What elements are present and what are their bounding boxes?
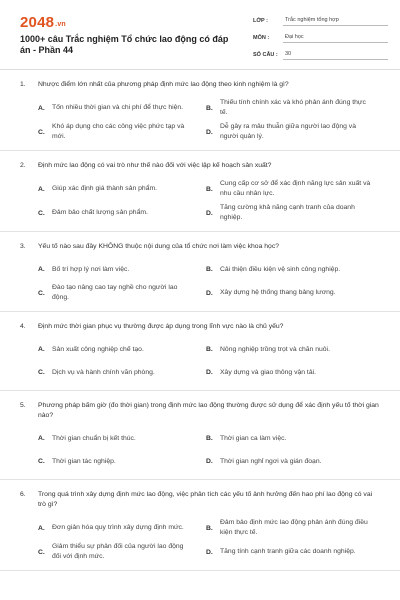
- question-3: [0, 232, 400, 312]
- option-c[interactable]: [20, 361, 200, 384]
- option-a[interactable]: [20, 177, 200, 201]
- option-grid: [20, 516, 380, 570]
- option-letter: B.: [206, 104, 213, 112]
- question-text: Phương pháp bấm giờ (đo thời gian) trong định mức lao động thường được sử dụng để xác định yếu tố thời gian nào?: [38, 402, 379, 419]
- option-letter: A.: [38, 435, 45, 442]
- meta-value: 30: [283, 49, 388, 60]
- question-1: [0, 70, 400, 151]
- option-letter: D.: [206, 548, 213, 556]
- option-letter: D.: [206, 289, 213, 297]
- option-text: Giúp xác định giá thành sản phẩm.: [52, 185, 158, 192]
- meta-value: Đại học: [283, 32, 388, 43]
- question-number: 4.: [20, 323, 26, 330]
- option-b[interactable]: [200, 177, 380, 201]
- option-grid: [20, 96, 380, 150]
- option-text: Thiếu tính chính xác và khó phản ánh đúng thực tế.: [220, 99, 366, 116]
- option-letter: C.: [38, 289, 45, 297]
- option-letter: A.: [38, 185, 45, 193]
- option-text: Tăng tính cạnh tranh giữa các doanh nghiệp.: [220, 548, 356, 555]
- option-grid: [20, 258, 380, 311]
- option-text: Bố trí hợp lý nơi làm việc.: [52, 265, 130, 273]
- option-letter: B.: [206, 185, 213, 193]
- option-letter: A.: [38, 346, 45, 353]
- option-d[interactable]: [200, 361, 380, 384]
- option-d[interactable]: [200, 540, 380, 564]
- option-a[interactable]: [20, 338, 200, 361]
- option-letter: C.: [38, 209, 45, 217]
- question-text: Nhược điểm lớn nhất của phương pháp định mức lao động theo kinh nghiệm là gì?: [38, 81, 289, 88]
- logo-suffix: .vn: [55, 21, 66, 28]
- question-4: [0, 312, 400, 391]
- option-c[interactable]: [20, 120, 200, 144]
- meta-row-count: [253, 46, 388, 60]
- question-text: Định mức thời gian phục vụ thường được áp dụng trong lĩnh vực nào là chủ yếu?: [38, 323, 284, 330]
- option-letter: C.: [38, 548, 45, 556]
- option-text: Dịch vụ và hành chính văn phòng.: [52, 368, 155, 376]
- site-logo[interactable]: [20, 14, 66, 31]
- option-text: Cải thiện điều kiện vệ sinh công nghiệp.: [220, 265, 341, 273]
- meta-key: SỐ CÂU :: [253, 52, 278, 58]
- option-grid: [20, 338, 380, 390]
- option-text: Giảm thiểu sự phản đối của người lao động đối với định mức.: [52, 543, 184, 560]
- option-a[interactable]: [20, 258, 200, 281]
- option-letter: B.: [206, 346, 213, 353]
- option-text: Thời gian tác nghiệp.: [52, 457, 116, 465]
- option-letter: C.: [38, 369, 45, 376]
- option-b[interactable]: [200, 516, 380, 540]
- option-text: Thời gian chuẩn bị kết thúc.: [52, 434, 136, 442]
- option-c[interactable]: [20, 450, 200, 473]
- question-text: Trong quá trình xây dựng định mức lao động, việc phân tích các yếu tố ảnh hưởng đến hao phí lao động có vai trò gì?: [38, 491, 373, 508]
- option-letter: D.: [206, 128, 213, 136]
- option-b[interactable]: [200, 338, 380, 361]
- question-number: 5.: [20, 402, 26, 409]
- meta-key: LỚP :: [253, 18, 268, 24]
- meta-row-class: [253, 12, 388, 26]
- question-list: [0, 70, 400, 571]
- question-text: Yếu tố nào sau đây KHÔNG thuộc nội dung của tổ chức nơi làm việc khoa học?: [38, 243, 279, 250]
- option-text: Đảm bảo chất lượng sản phẩm.: [52, 209, 148, 216]
- option-text: Thời gian nghỉ ngơi và gián đoạn.: [220, 457, 322, 465]
- option-text: Thời gian ca làm việc.: [220, 434, 287, 442]
- option-c[interactable]: [20, 540, 200, 564]
- option-letter: D.: [206, 458, 213, 465]
- option-text: Khó áp dụng cho các công việc phức tạp và mới.: [52, 123, 185, 140]
- question-number: 2.: [20, 162, 26, 169]
- option-b[interactable]: [200, 96, 380, 120]
- option-grid: [20, 427, 380, 479]
- option-letter: B.: [206, 524, 213, 532]
- question-number: 6.: [20, 491, 26, 498]
- option-letter: A.: [38, 524, 45, 532]
- meta-info: [253, 12, 388, 63]
- option-text: Đơn giản hóa quy trình xây dựng định mức.: [52, 524, 184, 531]
- option-text: Xây dựng hệ thống thang bảng lương.: [220, 289, 336, 296]
- option-letter: A.: [38, 104, 45, 112]
- option-text: Tốn nhiều thời gian và chi phí để thực hiện.: [52, 104, 184, 111]
- option-b[interactable]: [200, 427, 380, 450]
- option-grid: [20, 177, 380, 231]
- option-c[interactable]: [20, 201, 200, 225]
- question-2: [0, 151, 400, 232]
- option-a[interactable]: [20, 516, 200, 540]
- option-c[interactable]: [20, 281, 200, 305]
- option-text: Nông nghiệp trồng trọt và chăn nuôi.: [220, 345, 330, 353]
- option-d[interactable]: [200, 120, 380, 144]
- question-6: [0, 480, 400, 571]
- option-d[interactable]: [200, 281, 380, 305]
- option-text: Sản xuất công nghiệp chế tạo.: [52, 345, 144, 353]
- option-letter: C.: [38, 128, 45, 136]
- option-letter: B.: [206, 435, 213, 442]
- option-text: Đào tạo nâng cao tay nghề cho người lao động.: [52, 284, 178, 301]
- question-number: 3.: [20, 243, 26, 250]
- option-a[interactable]: [20, 427, 200, 450]
- question-text: Định mức lao động có vai trò như thế nào đối với việc lập kế hoạch sản xuất?: [38, 162, 272, 169]
- question-number: 1.: [20, 81, 26, 88]
- meta-key: MÔN :: [253, 35, 270, 41]
- option-letter: D.: [206, 209, 213, 217]
- page-title: 1000+ câu Trắc nghiệm Tổ chức lao động có đáp án - Phần 44: [20, 34, 229, 55]
- option-letter: A.: [38, 266, 45, 273]
- option-b[interactable]: [200, 258, 380, 281]
- option-text: Đảm bảo định mức lao động phản ánh đúng điều kiện thực tế.: [220, 519, 368, 536]
- option-text: Dễ gây ra mâu thuẫn giữa người lao động và người quản lý.: [220, 123, 356, 140]
- meta-value: Trắc nghiệm tổng hợp: [283, 15, 388, 26]
- option-letter: B.: [206, 266, 213, 273]
- option-letter: D.: [206, 369, 213, 376]
- option-letter: C.: [38, 458, 45, 465]
- meta-row-subject: [253, 29, 388, 43]
- logo-text: 2048: [20, 14, 55, 31]
- option-text: Xây dựng và giao thông vận tải.: [220, 368, 316, 376]
- question-5: [0, 391, 400, 480]
- option-d[interactable]: [200, 450, 380, 473]
- option-text: Tăng cường khả năng cạnh tranh của doanh nghiệp.: [220, 204, 355, 221]
- page-header: [0, 0, 400, 70]
- option-text: Cung cấp cơ sở để xác định năng lực sản xuất và nhu cầu nhân lực.: [220, 180, 371, 197]
- option-a[interactable]: [20, 96, 200, 120]
- option-d[interactable]: [200, 201, 380, 225]
